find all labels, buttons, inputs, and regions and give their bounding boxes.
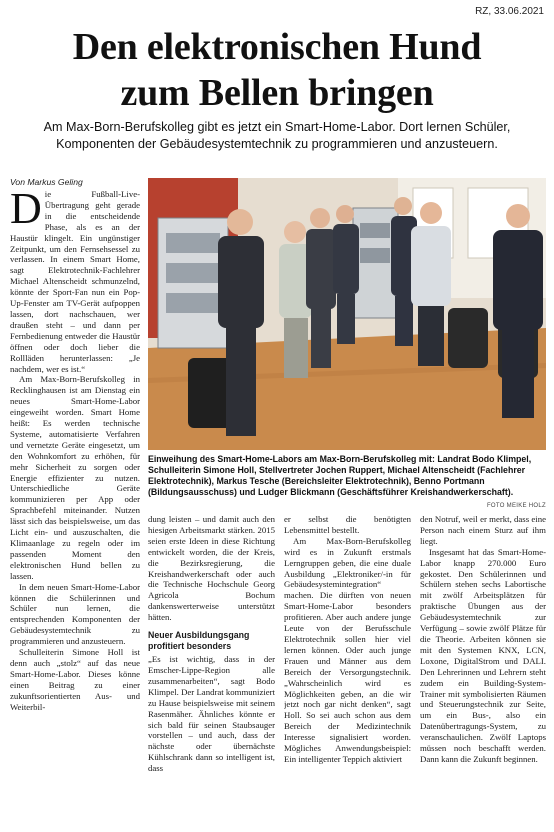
article-paragraph: dung leisten – und damit auch den hiesigen Arbeitsmarkt stärken. 2015 seien erste Ideen in diese Richtung entwickelt worden, die der Kreis, die Bezirksregierung, die Kreishandwerkerschaft oder auch die Technische Hochschule Georg Agricola Bochum dankenswerterweise unterstützt hätten.	[148, 514, 275, 623]
photo-caption	[148, 454, 546, 512]
subhead-line-1: Am Max-Born-Berufskolleg gibt es jetzt ein Smart-Home-Labor. Dort lernen Schüler,	[43, 120, 511, 134]
article-paragraph: Schulleiterin Simone Holl ist denn auch „stolz“ auf das neue Smart-Home-Labor. Dieses könne einen Beitrag zu einer zukunftsorientierten Aus- und Weiterbil-	[10, 647, 140, 712]
headline-line-1: Den elektronischen Hund	[72, 26, 482, 68]
article-column-3	[284, 514, 411, 825]
article-paragraph: den Notruf, weil er merkt, dass eine Person nach einem Sturz auf ihm liegt.	[420, 514, 546, 546]
subhead-line-2: Komponenten der Gebäudesystemtechnik zu programmieren und anzusteuern.	[56, 137, 498, 151]
group-photo-illustration	[148, 178, 546, 450]
drop-cap: D	[10, 189, 42, 233]
paragraph-text: ie Fußball-Live-Übertragung geht gerade in die entscheidende Phase, als es an der Haustür klingelt. Ein ungünstiger Zeitpunkt, um den Fernsehsessel zu verlassen. In einem Smart Home, sagt Elektrotechnik-Fachlehrer Michael Altenscheidt schmunzelnd, könnte der Sport-Fan nun ein Pop-Up-Fenster am TV-Gerät aufpoppen lassen, dort nachschauen, wer draußen steht – und dann per Fernbedienung entweder die Haustür öffnen oder doch lieber die Rollläden herunterlassen: „Je nachdem, wer es ist.“	[10, 189, 140, 374]
article-paragraph: „Es ist wichtig, dass in der Emscher-Lippe-Region alle zusammenarbeiten“, sagt Bodo Klimpel. Der Landrat kommuniziert zu Hause beispielsweise mit seinem Rasenmäher. Ähnliches könnte er sich bald für seinen Staubsauger vorstellen – und auch, dass der nächste oder übernächste Kühlschrank dann so intelligent ist, dass	[148, 654, 275, 774]
source-date: RZ, 33.06.2021	[475, 6, 544, 17]
article-paragraph: In dem neuen Smart-Home-Labor können die Schülerinnen und Schüler nun lernen, die entsprechenden Komponenten der Gebäudesystemtechnik zu programmieren und anzusteuern.	[10, 581, 140, 647]
photo-credit: FOTO MEIKE HOLZ	[486, 503, 546, 509]
article-paragraph: Insgesamt hat das Smart-Home-Labor knapp 270.000 Euro gekostet. Den Schülerinnen und Schülern stehen sechs Labortische mit zwölf Arbeitsplätzen für praktische Übungen aus der Gebäudesystemtechnik zur Verfügung – sowie zwölf Plätze für die Theorie. Arbeiten können sie mit den Systemen KNX, LCN, Loxone, DigitalStrom und DALI. Den Lehrerinnen und Lehrern steht zudem ein Building-System-Trainer mit symbolisierten Räumen und Steuerungstechnik zur Seite, um ein Bus-, also ein Datenübertragungs-System, zu veranschaulichen. Zwölf Laptops müssen noch beschafft werden. Dann kann die Zukunft beginnen.	[420, 546, 546, 764]
article-paragraph: er selbst die benötigten Lebensmittel bestellt.	[284, 514, 411, 535]
article-photo	[148, 178, 546, 450]
article-column-1	[10, 189, 140, 825]
subheadline	[20, 119, 534, 153]
article-paragraph: Am Max-Born-Berufskolleg in Recklinghausen ist am Dienstag ein neues Smart-Home-Labor eingeweiht worden. Smart Home heißt: Es werden technische Systeme, automatisierte Verfahren und vernetzte Geräte eingesetzt, um den Wohnkomfort zu erhöhen, für mehr Sicherheit zu sorgen oder Energie effizienter zu nutzen. Unterschiedliche Geräte kommunizieren per App oder Sprachbefehl miteinander. Nutzen lässt sich das beispielsweise, um das Licht ein- und auszuschalten, die Klimaanlage zu regeln oder im passenden Moment den elektronischen Hund bellen zu lassen.	[10, 374, 140, 581]
article-paragraph: Am Max-Born-Berufskolleg wird es in Zukunft erstmals Lerngruppen geben, die eine duale Ausbildung „Elektroniker/-in für Gebäudesystemintegration“ machen. Die dürften von neuen Smart-Home-Labor besonders profitieren. Aber auch andere junge Leute von der Berufsschule Elektrotechnik sollen hier viel lernen können. Oder auch junge Frauen und Männer aus dem Bereich der Versorgungstechnik. „Wahrscheinlich wird es Möglichkeiten geben, an die wir jetzt noch gar nicht denken“, sagt Holl. So sei auch schon aus dem Bereich der Medizintechnik Interesse signalisiert worden. Mögliches Anwendungsbeispiel: Ein intelligenter Teppich aktiviert	[284, 535, 411, 764]
headline-line-2: zum Bellen bringen	[120, 72, 434, 114]
headline	[0, 24, 554, 116]
caption-text: Einweihung des Smart-Home-Labors am Max-Born-Berufskolleg mit: Landrat Bodo Klimpel, Schulleiterin Simone Holl, Stellvertreter Jochen Ruppert, Michael Altenscheidt (Fachlehrer Elektrotechnik), Markus Tesche (Bereichsleiter Elektrotechnik), Benno Portmann (Bildungsausschuss) und Ludger Blickmann (Geschäftsführer Kreishandwerkerschaft).	[148, 454, 532, 497]
article-column-2	[148, 514, 275, 825]
article-paragraph	[10, 189, 140, 374]
byline: Von Markus Geling	[10, 177, 83, 187]
section-subtitle: Neuer Ausbildungsgang profitiert besonders	[148, 630, 250, 651]
article-column-4	[420, 514, 546, 825]
